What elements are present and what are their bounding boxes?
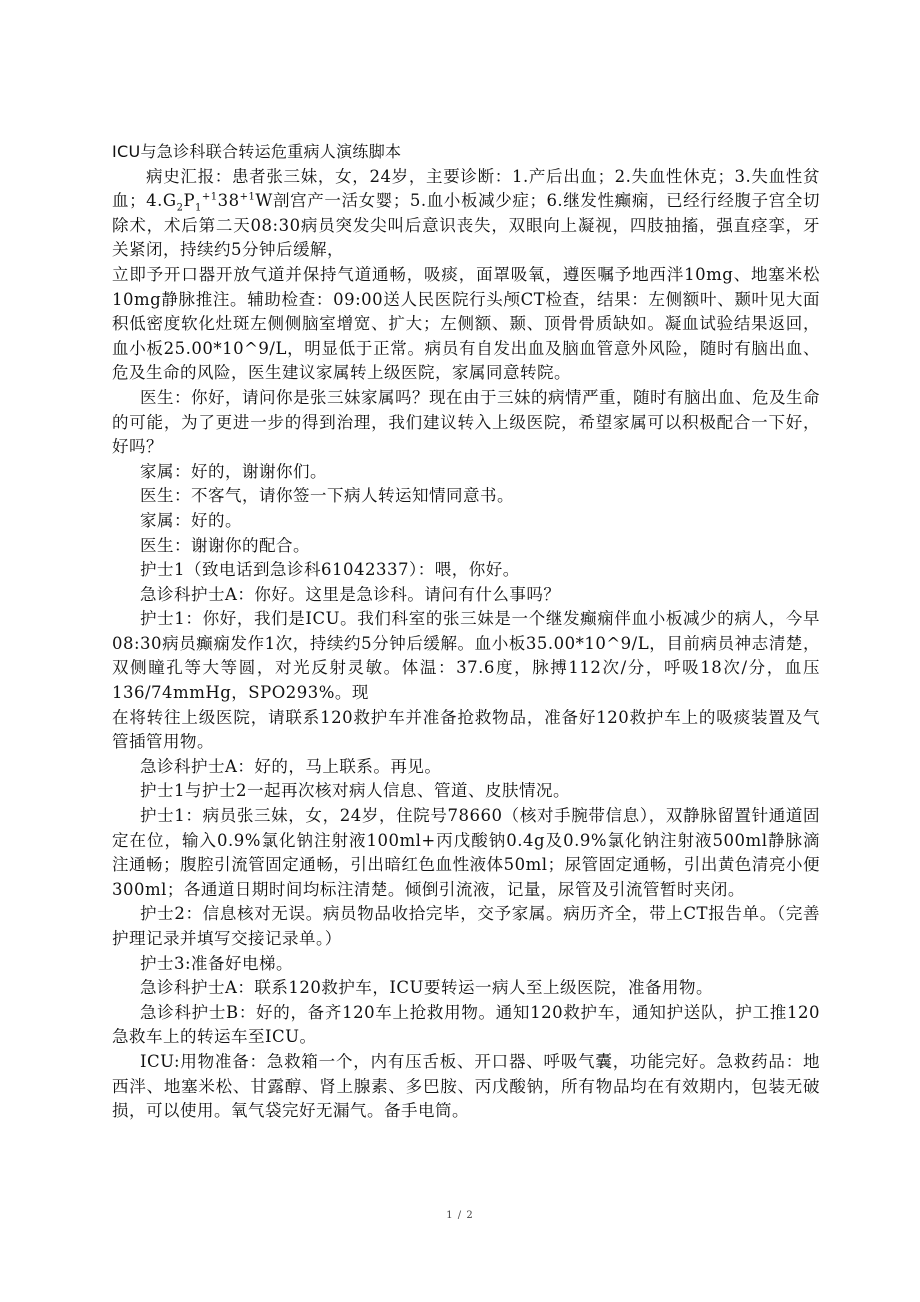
paragraph: 护士1：你好，我们是ICU。我们科室的张三妹是一个继发癫痫伴血小板减少的病人，今早08:30病员癫痫发作1次，持续约5分钟后缓解。血小板35.00*10^9/L，目前病员神志清楚，双侧瞳孔等大等圆，对光反射灵敏。体温：37.6度，脉搏112次/分，呼吸18次/分，血压136/74mmHg，SPO293%。现: [112, 609, 820, 703]
paragraph: 医生：不客气，请你签一下病人转运知情同意书。: [140, 486, 514, 506]
paragraph: 立即予开口器开放气道并保持气道通畅，吸痰，面罩吸氧，遵医嘱予地西泮10mg、地塞米松10mg静脉推注。辅助检查：09:00送人民医院行头颅CT检查，结果：左侧额叶、颞叶见大面积低密度软化灶斑左侧侧脑室增宽、扩大；左侧额、颞、顶骨骨质缺如。凝血试验结果返回，血小板25.00*10^9/L，明显低于正常。病员有自发出血及脑血管意外风险，随时有脑出血、危及生命的风险，医生建议家属转上级医院，家属同意转院。: [112, 264, 820, 383]
paragraph: 护士2：信息核对无误。病员物品收拾完毕，交予家属。病历齐全，带上CT报告单。（完善护理记录并填写交接记录单。）: [112, 904, 820, 948]
paragraph: 家属：好的。: [140, 510, 242, 530]
paragraph: 急诊科护士A：联系120救护车，ICU要转运一病人至上级医院，准备用物。: [140, 978, 713, 998]
obstetric-g: G: [162, 191, 177, 211]
paragraph: 家属：好的，谢谢你们。: [140, 461, 327, 481]
paragraph: 护士3:准备好电梯。: [140, 953, 294, 973]
paragraph: 医生：谢谢你的配合。: [140, 535, 310, 555]
paragraph: ICU:用物准备：急救箱一个，内有压舌板、开口器、呼吸气囊，功能完好。急救药品：地西泮、地塞米松、甘露醇、肾上腺素、多巴胺、丙戊酸钠，所有物品均在有效期内，包装无破损，可以使用。氧气袋完好无漏气。备手电筒。: [112, 1051, 820, 1121]
paragraph: 急诊科护士A：好的，马上联系。再见。: [140, 756, 442, 776]
paragraph-text: W剖宫产一活女婴；5.血小板减少症；6.继发性癫痫，已经行经腹子宫全切除术，术后第二天08:30病员突发尖叫后意识丧失，双眼向上凝视，四肢抽搐，强直痉挛，牙关紧闭，持续约5分钟后缓解，: [112, 191, 820, 260]
document-body: [112, 140, 820, 1124]
page-number: 1 / 2: [446, 1210, 474, 1221]
paragraph: 护士1（致电话到急诊科61042337）：喂，你好。: [140, 560, 520, 580]
paragraph: 护士1：病员张三妹，女，24岁，住院号78660（核对手腕带信息），双静脉留置针通道固定在位，输入0.9%氯化钠注射液100ml+丙戊酸钠0.4g及0.9%氯化钠注射液500ml静脉滴注通畅；腹腔引流管固定通畅，引出暗红色血性液体50ml；尿管固定通畅，引出黄色清亮小便300ml；各通道日期时间均标注清楚。倾倒引流液，记量，尿管及引流管暂时夹闭。: [112, 806, 820, 899]
paragraph: 医生：你好，请问你是张三妹家属吗？现在由于三妹的病情严重，随时有脑出血、危及生命的可能，为了更进一步的得到治理，我们建议转入上级医院，希望家属可以积极配合一下好，好吗？: [112, 387, 820, 457]
obstetric-weeks: 38: [217, 191, 240, 211]
paragraph: 急诊科护士B：好的，备齐120车上抢救用物。通知120救护车，通知护送队，护工推120急救车上的转运车至ICU。: [112, 1002, 820, 1047]
paragraph-history: [112, 165, 820, 263]
paragraph: 在将转往上级医院，请联系120救护车并准备抢救物品，准备好120救护车上的吸痰装置及气管插管用物。: [112, 707, 820, 752]
document-title: ICU与急诊科联合转运危重病人演练脚本: [112, 142, 402, 161]
paragraph: 急诊科护士A：你好。这里是急诊科。请问有什么事吗？: [140, 584, 561, 604]
paragraph-text: 病史汇报：患者张三妹，女，24岁，主要诊断：1.产后出血；2.失血性休克；3.失血性贫血；4.: [112, 166, 820, 211]
obstetric-weeks-sup: +1: [239, 191, 256, 203]
obstetric-p: P: [183, 191, 196, 211]
paragraph: 护士1与护士2一起再次核对病人信息、管道、皮肤情况。: [140, 781, 570, 801]
obstetric-p-sup: +1: [201, 191, 218, 203]
obstetric-p-sub: 1: [195, 202, 202, 214]
obstetric-g-sub: 2: [176, 202, 184, 214]
